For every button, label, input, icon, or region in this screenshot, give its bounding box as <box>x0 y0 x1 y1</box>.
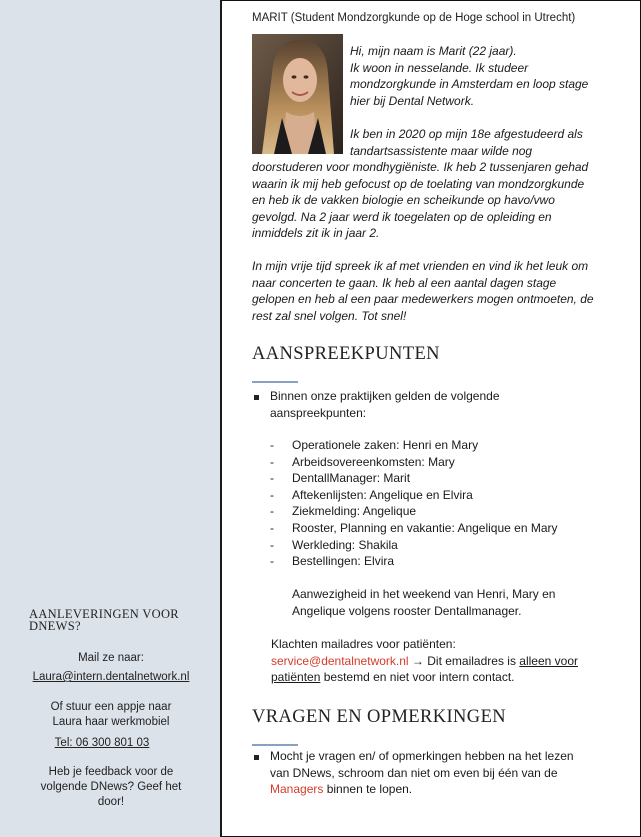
sidebar-title-text: AANLEVERINGEN VOOR DNEWS? <box>29 607 179 633</box>
complaints-email-link[interactable]: service@dentalnetwork.nl <box>271 653 409 668</box>
questions-line-rest: binnen te lopen. <box>326 782 413 797</box>
phone-text[interactable]: Tel: 06 300 801 03 <box>54 737 150 749</box>
feedback-line-1: Heb je feedback voor de <box>48 766 174 778</box>
questions-line: Mocht je vragen en/ of opmerkingen hebben na het lezen <box>270 749 574 763</box>
questions-heading: VRAGEN EN OPMERKINGEN <box>252 707 507 727</box>
contacts-heading-rule <box>252 381 298 383</box>
bullet-icon <box>254 755 259 760</box>
intro-paragraph-continued <box>252 159 637 242</box>
complaints-note: → Dit emailadres is <box>411 653 516 668</box>
managers-link[interactable]: Managers <box>270 782 324 797</box>
complaints-note-underlined: patiënten <box>271 670 321 685</box>
sidebar <box>0 0 222 837</box>
intro-spacer <box>350 109 630 126</box>
complaints-label: Klachten mailadres voor patiënten: <box>271 637 456 651</box>
intro-line: Ik ben in 2020 op mijn 18e afgestudeerd als <box>350 126 583 141</box>
complaints-line <box>271 653 636 670</box>
mail-address-link[interactable] <box>0 671 222 683</box>
weekend-note <box>292 586 555 619</box>
bullet-icon <box>254 395 259 400</box>
intro-line: en heb ik de vakken biologie en scheikunde op havo/vwo <box>252 193 555 208</box>
questions-line: van DNews, schroom dan niet om even bij één van de <box>270 765 558 780</box>
contact-item-text: Bestellingen: Elvira <box>292 554 395 568</box>
intro-line: hier bij Dental Network. <box>350 93 475 108</box>
complaints-block <box>271 636 636 686</box>
contacts-heading: AANSPREEKPUNTEN <box>252 344 440 364</box>
questions-text <box>270 748 640 798</box>
intro-line: gelopen en heb al een paar medewerkers mogen ontmoeten, de <box>252 292 594 307</box>
questions-line <box>270 781 640 798</box>
intro-line: gevolgd. Na 2 jaar werd ik toegelaten op de opleiding en <box>252 209 552 224</box>
intro-line: waarin ik mij heb gefocust op de toelating van mondzorgkunde <box>252 176 585 191</box>
app-line-1: Of stuur een appje naar <box>50 701 172 713</box>
contact-item-text: DentallManager: Marit <box>292 471 411 485</box>
contacts-intro-line: aanspreekpunten: <box>270 405 367 420</box>
intro-line: mondzorgkunde in Amsterdam en loop stage <box>350 77 589 92</box>
contacts-intro-line: Binnen onze praktijken gelden de volgende <box>270 389 500 403</box>
mail-address-text[interactable]: Laura@intern.dentalnetwork.nl <box>32 671 190 683</box>
contact-item-text: Ziekmelding: Angelique <box>292 504 417 518</box>
complaints-line <box>271 669 636 686</box>
weekend-line: Angelique volgens rooster Dentallmanager. <box>292 603 522 618</box>
portrait-image <box>252 34 343 154</box>
intro-line: rest zal snel volgen. Tot snel! <box>252 308 407 323</box>
intro-line: inmiddels zit ik in jaar 2. <box>252 226 380 241</box>
portrait-photo <box>252 34 343 154</box>
contact-item-text: Aftekenlijsten: Angelique en Elvira <box>292 488 473 502</box>
contact-item-text: Arbeidsovereenkomsten: Mary <box>292 455 455 469</box>
sidebar-title <box>29 608 199 632</box>
intro-line: Ik woon in nesselande. Ik studeer <box>350 60 529 75</box>
intro-line: doorstuderen voor mondhygiëniste. Ik heb 2 tussenjaren gehad <box>252 160 589 174</box>
mail-label: Mail ze naar: <box>78 652 144 664</box>
intro-hobby-paragraph <box>252 258 637 324</box>
contact-item-text: Operationele zaken: Henri en Mary <box>292 438 479 452</box>
feedback-line-3: door! <box>97 796 125 808</box>
intro-line: tandartsassistente maar wilde nog <box>350 143 533 158</box>
intro-line: naar concerten te gaan. Ik heb al een aantal dagen stage <box>252 275 557 290</box>
contact-item-text: Werkleding: Shakila <box>292 538 398 552</box>
complaints-note: bestemd en niet voor intern contact. <box>323 670 515 685</box>
contacts-intro <box>270 388 500 421</box>
feedback-line-2: volgende DNews? Geef het <box>40 781 182 793</box>
contact-item-text: Rooster, Planning en vakantie: Angelique en Mary <box>292 521 558 535</box>
app-line-2: Laura haar werkmobiel <box>52 716 170 728</box>
intro-heading: MARIT (Student Mondzorgkunde op de Hoge school in Utrecht) <box>252 12 576 24</box>
intro-line: In mijn vrije tijd spreek ik af met vrienden en vind ik het leuk om <box>252 259 589 273</box>
phone-link[interactable] <box>0 737 213 749</box>
intro-line: Hi, mijn naam is Marit (22 jaar). <box>350 44 517 58</box>
main-content: MARIT (Student Mondzorgkunde op de Hoge school in Utrecht) Hi, mijn naam is Marit (22 jaar). Ik woon in nesselande. Ik studeer mondzorgkunde in Amsterdam en loop stage hier bij Dental Network. Ik ben in 2020 op mijn 18e afgestudeerd als tandartsassistente maar wilde nog doorstuderen voor mondhygiëniste. Ik heb 2 tussenjaren gehad waarin ik mij heb gefocust op de toelating van mondzorgkunde en heb ik de vakken biologie en scheikunde op havo/vwo gevolgd. Na 2 jaar werd ik toegelaten op de opleiding en inmiddels zit ik in jaar 2. In mijn vrije tijd spreek ik af met vrienden en vind ik het leuk om naar concerten te gaan. Ik heb al een aantal dagen stage gelopen en heb al een paar medewerkers mogen ontmoeten, de rest zal snel volgen. Tot snel! AANSPREEKPUNTEN Binnen onze praktijken gelden de volgende aanspreekpunten: - Operationele zaken: Henri en Mary - Arbeidsovereenkomsten: Mary - DentallManager: Marit - Aftekenlijsten: Angelique en Elvira - Ziekmelding: Angelique - Rooster, Planning en vakantie: Angelique en Mary - Werkleding: Shakila - Bestellingen: Elvira Aanwezigheid in het weekend van Henri, Mary en Angelique volgens rooster Dentallmanager. Klachten mailadres voor patiënten: service@dentalnetwork.nl → Dit emailadres is alleen voor patiënten bestemd en niet voor intern contact. VRAGEN EN OPMERKINGEN Mocht je vragen en/ of opmerkingen hebben na het lezen van DNews, schroom dan niet om even bij één van de Managers binnen te lopen. <box>224 0 641 837</box>
complaints-note-underlined: alleen voor <box>519 653 579 668</box>
questions-heading-rule <box>252 744 298 746</box>
intro-beside-photo <box>350 43 630 159</box>
weekend-line: Aanwezigheid in het weekend van Henri, Mary en <box>292 587 556 601</box>
